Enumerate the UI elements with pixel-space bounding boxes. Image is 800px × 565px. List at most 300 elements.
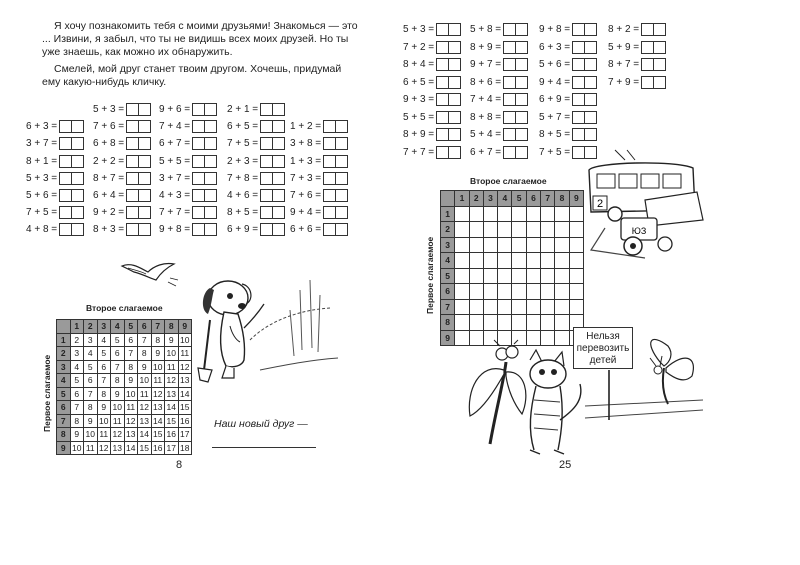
answer-box[interactable] <box>336 172 348 185</box>
answer-box[interactable] <box>449 146 461 159</box>
grid-empty-cell[interactable] <box>526 222 540 238</box>
intro-paragraph-1: Я хочу познакомить тебя с моими друзьями! Знакомься — это ... Извини, я забыл, что ты не видишь всех моих друзей. Но ты уже знаешь, как можно их обнаружить. <box>42 20 358 58</box>
grid-empty-cell[interactable] <box>469 299 483 315</box>
answer-box[interactable] <box>641 23 654 36</box>
answer-box[interactable] <box>323 206 336 219</box>
grid-empty-cell[interactable] <box>512 222 526 238</box>
exercise-text: 6 + 9 = <box>539 94 571 106</box>
grid-empty-cell[interactable] <box>541 330 555 346</box>
answer-box[interactable] <box>72 137 84 150</box>
answer-box[interactable] <box>273 103 285 116</box>
answer-box[interactable] <box>585 58 597 71</box>
answer-box[interactable] <box>323 137 336 150</box>
answer-box[interactable] <box>516 146 528 159</box>
grid-cell: 12 <box>165 374 179 388</box>
grid-row-header: 7 <box>441 299 455 315</box>
grid-empty-cell[interactable] <box>469 284 483 300</box>
grid-empty-cell[interactable] <box>526 206 540 222</box>
grid-empty-cell[interactable] <box>483 222 497 238</box>
answer-box[interactable] <box>336 189 348 202</box>
answer-box[interactable] <box>72 155 84 168</box>
answer-box[interactable] <box>192 172 205 185</box>
right-exercise <box>403 76 461 90</box>
friend-name-line[interactable] <box>212 447 316 448</box>
grid-empty-cell[interactable] <box>455 222 469 238</box>
answer-box[interactable] <box>585 76 597 89</box>
grid-empty-cell[interactable] <box>483 284 497 300</box>
answer-box[interactable] <box>72 120 84 133</box>
answer-box[interactable] <box>72 189 84 202</box>
grid-empty-cell[interactable] <box>555 315 569 331</box>
answer-box[interactable] <box>516 111 528 124</box>
answer-box[interactable] <box>260 103 273 116</box>
right-exercise <box>403 146 461 160</box>
grid-empty-cell[interactable] <box>455 237 469 253</box>
answer-box[interactable] <box>336 155 348 168</box>
answer-box[interactable] <box>449 128 461 141</box>
right-exercise <box>608 58 666 72</box>
grid-empty-cell[interactable] <box>483 253 497 269</box>
answer-box[interactable] <box>59 189 72 202</box>
answer-box[interactable] <box>436 76 449 89</box>
answer-box[interactable] <box>139 172 151 185</box>
answer-box[interactable] <box>516 58 528 71</box>
exercise-text: 6 + 8 = <box>93 138 125 150</box>
answer-box[interactable] <box>126 189 139 202</box>
answer-box[interactable] <box>139 223 151 236</box>
left-grid-label-side: Первое слагаемое <box>42 354 52 432</box>
grid-empty-cell[interactable] <box>469 268 483 284</box>
answer-box[interactable] <box>585 23 597 36</box>
answer-box[interactable] <box>273 120 285 133</box>
answer-box[interactable] <box>139 189 151 202</box>
exercise-text: 4 + 6 = <box>227 190 259 202</box>
exercise-text: 9 + 8 = <box>539 24 571 36</box>
left-exercise <box>26 172 84 186</box>
answer-box[interactable] <box>436 41 449 54</box>
answer-box[interactable] <box>205 189 217 202</box>
answer-box[interactable] <box>139 103 151 116</box>
grid-empty-cell[interactable] <box>555 222 569 238</box>
answer-box[interactable] <box>192 137 205 150</box>
answer-box[interactable] <box>273 223 285 236</box>
answer-box[interactable] <box>572 111 585 124</box>
grid-empty-cell[interactable] <box>526 237 540 253</box>
answer-box[interactable] <box>516 76 528 89</box>
grid-empty-cell[interactable] <box>469 237 483 253</box>
answer-box[interactable] <box>59 120 72 133</box>
grid-cell: 11 <box>151 374 165 388</box>
left-exercise <box>93 172 151 186</box>
right-exercise <box>470 146 528 160</box>
left-exercise <box>159 155 217 169</box>
answer-box[interactable] <box>72 206 84 219</box>
grid-header-cell: 7 <box>151 320 165 334</box>
grid-cell: 17 <box>178 428 192 442</box>
answer-box[interactable] <box>192 120 205 133</box>
grid-empty-cell[interactable] <box>555 253 569 269</box>
answer-box[interactable] <box>436 58 449 71</box>
exercise-text: 5 + 6 = <box>26 190 58 202</box>
answer-box[interactable] <box>654 23 666 36</box>
answer-box[interactable] <box>205 120 217 133</box>
grid-empty-cell[interactable] <box>569 268 583 284</box>
grid-empty-cell[interactable] <box>512 237 526 253</box>
grid-empty-cell[interactable] <box>483 315 497 331</box>
grid-header-cell: 3 <box>97 320 111 334</box>
grid-cell: 10 <box>151 360 165 374</box>
grid-cell: 10 <box>178 333 192 347</box>
grid-empty-cell[interactable] <box>512 206 526 222</box>
exercise-text: 9 + 6 = <box>159 104 191 116</box>
grid-cell: 5 <box>70 374 84 388</box>
exercise-text: 5 + 3 = <box>93 104 125 116</box>
grid-header-cell: 8 <box>555 191 569 207</box>
grid-empty-cell[interactable] <box>498 315 512 331</box>
grid-empty-cell[interactable] <box>483 268 497 284</box>
grid-empty-cell[interactable] <box>483 299 497 315</box>
grid-cell: 12 <box>138 401 152 415</box>
left-exercise <box>227 103 285 117</box>
left-addition-grid <box>56 319 192 455</box>
answer-box[interactable] <box>436 93 449 106</box>
answer-box[interactable] <box>323 189 336 202</box>
grid-cell: 10 <box>70 441 84 455</box>
page-number-right: 25 <box>559 459 572 471</box>
grid-cell: 5 <box>97 347 111 361</box>
grid-empty-cell[interactable] <box>483 237 497 253</box>
left-exercise <box>227 120 285 134</box>
answer-box[interactable] <box>503 76 516 89</box>
grid-empty-cell[interactable] <box>512 299 526 315</box>
answer-box[interactable] <box>192 189 205 202</box>
answer-box[interactable] <box>260 137 273 150</box>
right-exercise <box>470 41 528 55</box>
grid-empty-cell[interactable] <box>569 237 583 253</box>
grid-cell: 7 <box>70 401 84 415</box>
grid-cell: 14 <box>124 441 138 455</box>
grid-row-header: 2 <box>441 222 455 238</box>
answer-box[interactable] <box>516 23 528 36</box>
grid-empty-cell[interactable] <box>526 253 540 269</box>
grid-header-cell: 2 <box>469 191 483 207</box>
grid-empty-cell[interactable] <box>569 206 583 222</box>
grid-cell: 10 <box>165 347 179 361</box>
grid-empty-cell[interactable] <box>469 315 483 331</box>
answer-box[interactable] <box>449 76 461 89</box>
answer-box[interactable] <box>205 223 217 236</box>
answer-box[interactable] <box>654 58 666 71</box>
answer-box[interactable] <box>572 76 585 89</box>
grid-header-cell: 5 <box>124 320 138 334</box>
answer-box[interactable] <box>273 206 285 219</box>
grid-cell: 6 <box>111 347 125 361</box>
exercise-text: 6 + 6 = <box>290 224 322 236</box>
answer-box[interactable] <box>449 93 461 106</box>
grid-empty-cell[interactable] <box>555 299 569 315</box>
answer-box[interactable] <box>503 146 516 159</box>
exercise-text: 2 + 1 = <box>227 104 259 116</box>
answer-box[interactable] <box>585 41 597 54</box>
grid-empty-cell[interactable] <box>498 222 512 238</box>
grid-empty-cell[interactable] <box>455 284 469 300</box>
answer-box[interactable] <box>436 23 449 36</box>
right-addition-grid <box>440 190 584 346</box>
answer-box[interactable] <box>436 111 449 124</box>
exercise-text: 6 + 3 = <box>539 41 571 53</box>
grid-empty-cell[interactable] <box>526 299 540 315</box>
answer-box[interactable] <box>516 41 528 54</box>
answer-box[interactable] <box>139 137 151 150</box>
grid-empty-cell[interactable] <box>498 268 512 284</box>
exercise-text: 8 + 1 = <box>26 155 58 167</box>
grid-empty-cell[interactable] <box>569 253 583 269</box>
grid-cell: 11 <box>97 428 111 442</box>
grid-empty-cell[interactable] <box>512 284 526 300</box>
grid-empty-cell[interactable] <box>483 206 497 222</box>
grid-empty-cell[interactable] <box>569 284 583 300</box>
exercise-text: 1 + 3 = <box>290 155 322 167</box>
right-grid-label-side: Первое слагаемое <box>425 236 435 314</box>
grid-empty-cell[interactable] <box>541 237 555 253</box>
answer-box[interactable] <box>59 172 72 185</box>
answer-box[interactable] <box>572 93 585 106</box>
grid-empty-cell[interactable] <box>469 222 483 238</box>
exercise-text: 8 + 3 = <box>93 224 125 236</box>
right-exercise <box>539 58 597 72</box>
left-exercise <box>290 223 348 237</box>
grid-empty-cell[interactable] <box>455 253 469 269</box>
grid-empty-cell[interactable] <box>541 299 555 315</box>
left-exercise <box>290 137 348 151</box>
answer-box[interactable] <box>654 41 666 54</box>
answer-box[interactable] <box>572 146 585 159</box>
answer-box[interactable] <box>205 155 217 168</box>
exercise-text: 8 + 4 = <box>403 59 435 71</box>
answer-box[interactable] <box>126 206 139 219</box>
grid-cell: 7 <box>124 347 138 361</box>
answer-box[interactable] <box>59 137 72 150</box>
exercise-text: 3 + 7 = <box>26 138 58 150</box>
grid-empty-cell[interactable] <box>498 206 512 222</box>
answer-box[interactable] <box>323 155 336 168</box>
answer-box[interactable] <box>72 172 84 185</box>
left-exercise <box>159 189 217 203</box>
answer-box[interactable] <box>139 120 151 133</box>
answer-box[interactable] <box>59 155 72 168</box>
grid-empty-cell[interactable] <box>498 284 512 300</box>
answer-box[interactable] <box>585 93 597 106</box>
grid-empty-cell[interactable] <box>498 299 512 315</box>
answer-box[interactable] <box>436 128 449 141</box>
answer-box[interactable] <box>336 206 348 219</box>
grid-empty-cell[interactable] <box>555 268 569 284</box>
grid-empty-cell[interactable] <box>498 237 512 253</box>
grid-row-header: 5 <box>57 387 71 401</box>
grid-empty-cell[interactable] <box>569 299 583 315</box>
grid-empty-cell[interactable] <box>455 268 469 284</box>
intro-text <box>42 20 360 93</box>
answer-box[interactable] <box>336 137 348 150</box>
answer-box[interactable] <box>139 206 151 219</box>
grid-empty-cell[interactable] <box>555 237 569 253</box>
answer-box[interactable] <box>336 223 348 236</box>
grid-empty-cell[interactable] <box>455 206 469 222</box>
grid-cell: 11 <box>178 347 192 361</box>
grid-header-cell: 9 <box>569 191 583 207</box>
answer-box[interactable] <box>59 223 72 236</box>
answer-box[interactable] <box>503 58 516 71</box>
answer-box[interactable] <box>503 41 516 54</box>
answer-box[interactable] <box>503 93 516 106</box>
right-exercise <box>608 76 666 90</box>
grid-empty-cell[interactable] <box>541 284 555 300</box>
answer-box[interactable] <box>572 23 585 36</box>
answer-box[interactable] <box>260 172 273 185</box>
grid-empty-cell[interactable] <box>555 206 569 222</box>
answer-box[interactable] <box>449 111 461 124</box>
answer-box[interactable] <box>503 111 516 124</box>
butterfly-icon <box>640 332 700 412</box>
answer-box[interactable] <box>126 120 139 133</box>
grid-cell: 6 <box>84 374 98 388</box>
grid-empty-cell[interactable] <box>512 315 526 331</box>
grid-row-header: 6 <box>441 284 455 300</box>
grid-empty-cell[interactable] <box>541 253 555 269</box>
grid-empty-cell[interactable] <box>569 222 583 238</box>
grid-empty-cell[interactable] <box>541 206 555 222</box>
grid-empty-cell[interactable] <box>455 299 469 315</box>
exercise-text: 5 + 3 = <box>403 24 435 36</box>
grid-empty-cell[interactable] <box>455 315 469 331</box>
answer-box[interactable] <box>436 146 449 159</box>
grid-cell: 11 <box>124 401 138 415</box>
left-exercise <box>93 137 151 151</box>
exercise-text: 9 + 4 = <box>290 207 322 219</box>
exercise-text: 2 + 2 = <box>93 155 125 167</box>
answer-box[interactable] <box>336 120 348 133</box>
exercise-text: 5 + 5 = <box>403 111 435 123</box>
exercise-text: 7 + 2 = <box>403 41 435 53</box>
answer-box[interactable] <box>72 223 84 236</box>
answer-box[interactable] <box>273 137 285 150</box>
grid-empty-cell[interactable] <box>498 253 512 269</box>
answer-box[interactable] <box>273 155 285 168</box>
answer-box[interactable] <box>323 120 336 133</box>
answer-box[interactable] <box>260 155 273 168</box>
answer-box[interactable] <box>192 103 205 116</box>
dog-with-shovel-icon <box>190 270 340 385</box>
exercise-text: 5 + 4 = <box>470 129 502 141</box>
answer-box[interactable] <box>205 206 217 219</box>
answer-box[interactable] <box>260 189 273 202</box>
answer-box[interactable] <box>323 223 336 236</box>
answer-box[interactable] <box>572 58 585 71</box>
grid-cell: 17 <box>165 441 179 455</box>
grid-empty-cell[interactable] <box>526 315 540 331</box>
grid-empty-cell[interactable] <box>541 268 555 284</box>
answer-box[interactable] <box>449 58 461 71</box>
grid-cell: 12 <box>151 387 165 401</box>
bus-number: 2 <box>596 198 604 210</box>
answer-box[interactable] <box>641 41 654 54</box>
grid-cell: 9 <box>138 360 152 374</box>
answer-box[interactable] <box>192 223 205 236</box>
grid-empty-cell[interactable] <box>555 284 569 300</box>
right-exercise <box>403 41 461 55</box>
answer-box[interactable] <box>126 103 139 116</box>
answer-box[interactable] <box>192 206 205 219</box>
grid-cell: 15 <box>138 441 152 455</box>
right-exercise <box>403 58 461 72</box>
answer-box[interactable] <box>585 111 597 124</box>
answer-box[interactable] <box>260 206 273 219</box>
answer-box[interactable] <box>572 41 585 54</box>
answer-box[interactable] <box>449 23 461 36</box>
answer-box[interactable] <box>516 128 528 141</box>
answer-box[interactable] <box>59 206 72 219</box>
answer-box[interactable] <box>205 137 217 150</box>
answer-box[interactable] <box>260 120 273 133</box>
answer-box[interactable] <box>260 223 273 236</box>
grid-empty-cell[interactable] <box>469 253 483 269</box>
grid-empty-cell[interactable] <box>469 206 483 222</box>
answer-box[interactable] <box>205 172 217 185</box>
answer-box[interactable] <box>126 223 139 236</box>
answer-box[interactable] <box>503 128 516 141</box>
answer-box[interactable] <box>126 155 139 168</box>
answer-box[interactable] <box>449 41 461 54</box>
answer-box[interactable] <box>139 155 151 168</box>
grid-empty-cell[interactable] <box>512 253 526 269</box>
grid-empty-cell[interactable] <box>526 284 540 300</box>
exercise-text: 7 + 6 = <box>93 121 125 133</box>
answer-box[interactable] <box>585 128 597 141</box>
left-exercise <box>159 137 217 151</box>
exercise-text: 7 + 3 = <box>290 172 322 184</box>
grid-cell: 5 <box>84 360 98 374</box>
answer-box[interactable] <box>641 76 654 89</box>
grid-cell: 6 <box>97 360 111 374</box>
answer-box[interactable] <box>323 172 336 185</box>
grid-empty-cell[interactable] <box>541 315 555 331</box>
answer-box[interactable] <box>516 93 528 106</box>
exercise-text: 8 + 5 = <box>227 207 259 219</box>
left-exercise <box>159 223 217 237</box>
grid-cell: 5 <box>111 333 125 347</box>
exercise-text: 4 + 3 = <box>159 190 191 202</box>
answer-box[interactable] <box>273 189 285 202</box>
grid-empty-cell[interactable] <box>512 268 526 284</box>
answer-box[interactable] <box>654 76 666 89</box>
grid-empty-cell[interactable] <box>526 268 540 284</box>
answer-box[interactable] <box>126 172 139 185</box>
grid-empty-cell[interactable] <box>555 330 569 346</box>
exercise-text: 7 + 7 = <box>403 146 435 158</box>
exercise-text: 7 + 5 = <box>26 207 58 219</box>
answer-box[interactable] <box>572 128 585 141</box>
answer-box[interactable] <box>192 155 205 168</box>
grid-empty-cell[interactable] <box>541 222 555 238</box>
grid-cell: 18 <box>178 441 192 455</box>
answer-box[interactable] <box>126 137 139 150</box>
answer-box[interactable] <box>273 172 285 185</box>
answer-box[interactable] <box>503 23 516 36</box>
answer-box[interactable] <box>641 58 654 71</box>
left-exercise <box>290 206 348 220</box>
grid-cell: 12 <box>124 414 138 428</box>
answer-box[interactable] <box>205 103 217 116</box>
